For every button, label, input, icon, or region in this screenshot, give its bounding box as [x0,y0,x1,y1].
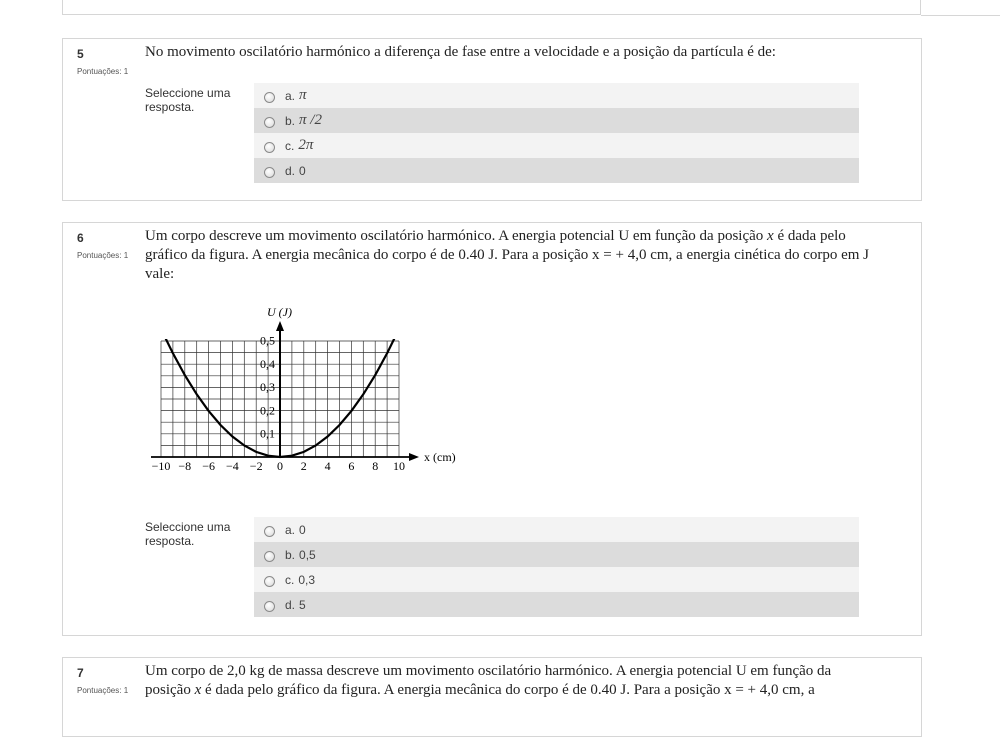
page-divider [921,15,1000,16]
potential-energy-chart [147,307,467,492]
x-axis-arrow [409,453,419,461]
option-letter: a. [285,522,296,537]
x-tick-label: −2 [249,459,263,473]
x-tick-label: 6 [348,459,355,473]
radio-button-b[interactable] [264,551,275,562]
y-tick-label: 0,2 [260,403,275,418]
question-number: 5 [77,47,84,61]
radio-button-c[interactable] [264,576,275,587]
option-letter: d. [285,597,296,612]
x-tick-label: −6 [202,459,215,473]
x-tick-label: 0 [277,459,283,473]
answer-prompt: Seleccione uma resposta. [145,86,231,114]
question-7 [62,657,922,737]
answer-option-c[interactable] [254,567,859,592]
question-number: 6 [77,231,84,245]
y-tick-label: 0,4 [260,356,275,371]
radio-button-b[interactable] [264,117,275,128]
y-tick-label: 0,1 [260,426,275,441]
radio-button-a[interactable] [264,526,275,537]
answer-option-d[interactable] [254,158,859,183]
question-grade: Pontuações: 1 [77,686,129,695]
x-tick-label: 10 [393,459,405,473]
answer-option-a[interactable] [254,83,859,108]
question-text-variable: x [767,228,774,244]
y-tick-label: 0,3 [260,380,275,395]
radio-button-d[interactable] [264,601,275,612]
question-text-part: é dada pelo gráfico da figura. A energia mecânica do corpo é de 0.40 J. Para a posição x = + 4,0 cm, a [201,682,815,698]
option-value: π [299,87,307,103]
radio-button-d[interactable] [264,167,275,178]
question-text-variable: x [194,682,202,698]
x-tick-label: 2 [300,459,307,473]
answer-option-c[interactable] [254,133,859,158]
answer-option-a[interactable] [254,517,859,542]
y-axis-arrow [276,321,284,331]
question-text [145,662,875,700]
radio-button-c[interactable] [264,142,275,153]
option-value: 0,3 [298,572,316,587]
x-axis-label: x (cm) [424,450,456,464]
question-text-part: é dada pelo gráfico da figura. A energia mecânica do corpo é de 0.40 J. Para a posição x = + 4,0 cm, a energia cinética do corpo em J vale: [145,228,870,282]
question-text-part: Um corpo de 2,0 kg de massa descreve um movimento oscilatório harmónico. A energia potencial U em função da posição [145,663,832,698]
radio-button-a[interactable] [264,92,275,103]
question-number: 7 [77,666,84,680]
x-tick-label: 8 [372,459,379,473]
option-value: 0 [299,522,306,537]
option-value: 5 [299,597,306,612]
question-text: No movimento oscilatório harmónico a diferença de fase entre a velocidade e a posição da partícula é de: [145,44,776,60]
option-value: π /2 [299,112,322,128]
option-letter: b. [285,547,296,562]
question-text [145,227,875,284]
answer-option-b[interactable] [254,108,859,133]
answer-option-d[interactable] [254,592,859,617]
question-grade: Pontuações: 1 [77,251,129,260]
option-letter: b. [285,113,296,128]
option-letter: c. [285,572,295,587]
option-letter: a. [285,88,296,103]
option-letter: d. [285,163,296,178]
x-tick-label: −8 [178,459,192,473]
y-axis-label: U (J) [267,307,292,319]
answer-list [254,83,859,183]
option-value: 0 [299,163,306,178]
y-tick-label: 0,5 [260,333,275,348]
answer-option-b[interactable] [254,542,859,567]
x-tick-label: −4 [226,459,239,473]
question-text-part: Um corpo descreve um movimento oscilatório harmónico. A energia potencial U em função da posição [145,228,768,244]
question-grade: Pontuações: 1 [77,67,129,76]
option-value: 0,5 [299,547,316,562]
answer-prompt: Seleccione uma resposta. [145,520,231,548]
chart-svg [147,307,467,492]
option-letter: c. [285,138,295,153]
x-tick-label: −10 [151,459,171,473]
previous-question-box [62,0,921,15]
answer-list [254,517,859,617]
question-5 [62,38,922,201]
question-6 [62,222,922,636]
x-tick-label: 4 [324,459,331,473]
option-value: 2π [298,137,314,153]
